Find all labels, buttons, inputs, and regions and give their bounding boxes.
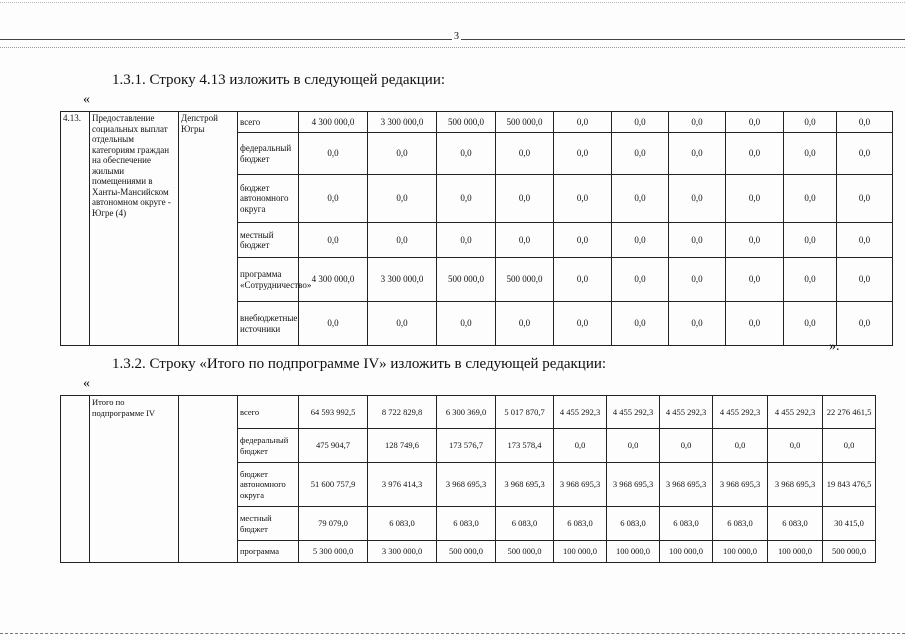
- amount-cell: 100 000,0: [768, 541, 823, 563]
- amount-cell: 6 083,0: [496, 507, 554, 541]
- amount-cell: 0,0: [612, 302, 669, 346]
- table-row: [61, 396, 876, 429]
- amount-cell: 0,0: [726, 133, 784, 175]
- amount-cell: 100 000,0: [607, 541, 660, 563]
- amount-cell: 0,0: [669, 175, 726, 223]
- amount-cell: 0,0: [554, 112, 612, 133]
- amount-cell: 0,0: [784, 112, 837, 133]
- amount-cell: 0,0: [726, 223, 784, 258]
- activity-cell: Предоставление социальных выплат отдельным категориям граждан на обеспечение жилыми помещениями в Ханты-Мансийском автономном округе - Югре (4): [90, 112, 179, 346]
- page-header-dotted-rule: [0, 47, 905, 48]
- amount-cell: 4 455 292,3: [713, 396, 768, 429]
- section-1-close-quote: ».: [829, 339, 840, 354]
- amount-cell: 3 300 000,0: [368, 112, 437, 133]
- amount-cell: 0,0: [612, 258, 669, 302]
- section-1-heading: 1.3.1. Строку 4.13 изложить в следующей редакции:: [112, 72, 446, 88]
- amount-cell: 3 300 000,0: [368, 541, 437, 563]
- amount-cell: 3 300 000,0: [368, 258, 437, 302]
- amount-cell: 500 000,0: [437, 258, 496, 302]
- amount-cell: 0,0: [837, 112, 893, 133]
- funding-source-cell: всего: [238, 112, 299, 133]
- amount-cell: 500 000,0: [496, 258, 554, 302]
- page-number: 3: [454, 31, 459, 42]
- amount-cell: 0,0: [837, 175, 893, 223]
- amount-cell: 0,0: [837, 258, 893, 302]
- amount-cell: 3 968 695,3: [554, 463, 607, 507]
- amount-cell: 0,0: [299, 223, 368, 258]
- amount-cell: 0,0: [368, 302, 437, 346]
- amount-cell: 4 455 292,3: [554, 396, 607, 429]
- amount-cell: 475 904,7: [299, 429, 368, 463]
- amount-cell: 0,0: [437, 175, 496, 223]
- amount-cell: 3 968 695,3: [437, 463, 496, 507]
- scan-artifact-line: [0, 2, 905, 3]
- amount-cell: 3 968 695,3: [713, 463, 768, 507]
- amount-cell: 3 976 414,3: [368, 463, 437, 507]
- amount-cell: 22 276 461,5: [823, 396, 876, 429]
- amount-cell: 0,0: [299, 302, 368, 346]
- amount-cell: 0,0: [554, 133, 612, 175]
- amount-cell: 79 079,0: [299, 507, 368, 541]
- amount-cell: 0,0: [660, 429, 713, 463]
- amount-cell: 0,0: [612, 223, 669, 258]
- executor-cell: Депстрой Югры: [179, 112, 238, 346]
- amount-cell: 0,0: [612, 112, 669, 133]
- page-footer-rule: [0, 633, 905, 634]
- amount-cell: 6 083,0: [368, 507, 437, 541]
- amount-cell: 0,0: [669, 223, 726, 258]
- amount-cell: 0,0: [368, 175, 437, 223]
- amount-cell: 0,0: [368, 223, 437, 258]
- amount-cell: 0,0: [837, 302, 893, 346]
- amount-cell: 128 749,6: [368, 429, 437, 463]
- amount-cell: 0,0: [669, 302, 726, 346]
- amount-cell: 0,0: [726, 175, 784, 223]
- amount-cell: 173 578,4: [496, 429, 554, 463]
- amount-cell: 0,0: [726, 302, 784, 346]
- amount-cell: 6 083,0: [660, 507, 713, 541]
- funding-source-cell: бюджет автономного округа: [238, 463, 299, 507]
- amount-cell: 0,0: [437, 133, 496, 175]
- amount-cell: 0,0: [368, 133, 437, 175]
- amount-cell: 4 455 292,3: [607, 396, 660, 429]
- empty-number-cell: [61, 396, 90, 563]
- amount-cell: 100 000,0: [713, 541, 768, 563]
- amount-cell: 0,0: [669, 112, 726, 133]
- amount-cell: 8 722 829,8: [368, 396, 437, 429]
- amount-cell: 0,0: [784, 302, 837, 346]
- amount-cell: 500 000,0: [496, 112, 554, 133]
- funding-source-cell: местный бюджет: [238, 223, 299, 258]
- amount-cell: 500 000,0: [823, 541, 876, 563]
- amount-cell: 0,0: [784, 258, 837, 302]
- table-row: [61, 112, 893, 133]
- table-subprogram-iv-total: [60, 395, 876, 563]
- amount-cell: 500 000,0: [437, 112, 496, 133]
- amount-cell: 64 593 992,5: [299, 396, 368, 429]
- empty-executor-cell: [179, 396, 238, 563]
- funding-source-cell: внебюджетные источники: [238, 302, 299, 346]
- funding-source-cell: программа: [238, 541, 299, 563]
- funding-source-cell: федеральный бюджет: [238, 429, 299, 463]
- funding-source-cell: федеральный бюджет: [238, 133, 299, 175]
- amount-cell: 0,0: [607, 429, 660, 463]
- amount-cell: 100 000,0: [554, 541, 607, 563]
- amount-cell: 0,0: [837, 133, 893, 175]
- amount-cell: 0,0: [726, 258, 784, 302]
- amount-cell: 6 083,0: [554, 507, 607, 541]
- amount-cell: 0,0: [669, 133, 726, 175]
- amount-cell: 0,0: [554, 223, 612, 258]
- amount-cell: 0,0: [554, 175, 612, 223]
- amount-cell: 0,0: [784, 175, 837, 223]
- amount-cell: 0,0: [299, 175, 368, 223]
- amount-cell: 0,0: [612, 133, 669, 175]
- amount-cell: 4 455 292,3: [660, 396, 713, 429]
- amount-cell: 0,0: [554, 302, 612, 346]
- section-1-open-quote: «: [83, 92, 90, 107]
- amount-cell: 6 083,0: [607, 507, 660, 541]
- amount-cell: 0,0: [784, 133, 837, 175]
- amount-cell: 30 415,0: [823, 507, 876, 541]
- amount-cell: 0,0: [496, 302, 554, 346]
- amount-cell: 4 300 000,0: [299, 258, 368, 302]
- funding-source-cell: программа «Сотрудничество»: [238, 258, 299, 302]
- amount-cell: 3 968 695,3: [607, 463, 660, 507]
- amount-cell: 5 017 870,7: [496, 396, 554, 429]
- amount-cell: 0,0: [713, 429, 768, 463]
- section-2-open-quote: «: [83, 376, 90, 391]
- amount-cell: 0,0: [299, 133, 368, 175]
- table-row-4-13: [60, 111, 893, 346]
- amount-cell: 0,0: [437, 302, 496, 346]
- amount-cell: 0,0: [726, 112, 784, 133]
- amount-cell: 3 968 695,3: [660, 463, 713, 507]
- amount-cell: 0,0: [437, 223, 496, 258]
- amount-cell: 5 300 000,0: [299, 541, 368, 563]
- amount-cell: 500 000,0: [496, 541, 554, 563]
- funding-source-cell: бюджет автономного округа: [238, 175, 299, 223]
- amount-cell: 51 600 757,9: [299, 463, 368, 507]
- amount-cell: 500 000,0: [437, 541, 496, 563]
- amount-cell: 0,0: [612, 175, 669, 223]
- amount-cell: 4 300 000,0: [299, 112, 368, 133]
- amount-cell: 19 843 476,5: [823, 463, 876, 507]
- amount-cell: 3 968 695,3: [768, 463, 823, 507]
- amount-cell: 6 300 369,0: [437, 396, 496, 429]
- amount-cell: 6 083,0: [713, 507, 768, 541]
- amount-cell: 173 576,7: [437, 429, 496, 463]
- amount-cell: 0,0: [669, 258, 726, 302]
- amount-cell: 0,0: [554, 429, 607, 463]
- section-2-heading: 1.3.2. Строку «Итого по подпрограмме IV» изложить в следующей редакции:: [112, 356, 607, 372]
- amount-cell: 0,0: [823, 429, 876, 463]
- amount-cell: 4 455 292,3: [768, 396, 823, 429]
- amount-cell: 0,0: [837, 223, 893, 258]
- funding-source-cell: всего: [238, 396, 299, 429]
- row-number-cell: 4.13.: [61, 112, 90, 346]
- amount-cell: 6 083,0: [768, 507, 823, 541]
- amount-cell: 0,0: [496, 133, 554, 175]
- total-label-cell: Итого по подпрограмме IV: [90, 396, 179, 563]
- amount-cell: 6 083,0: [437, 507, 496, 541]
- amount-cell: 3 968 695,3: [496, 463, 554, 507]
- amount-cell: 0,0: [496, 223, 554, 258]
- amount-cell: 0,0: [554, 258, 612, 302]
- funding-source-cell: местный бюджет: [238, 507, 299, 541]
- amount-cell: 100 000,0: [660, 541, 713, 563]
- amount-cell: 0,0: [784, 223, 837, 258]
- amount-cell: 0,0: [496, 175, 554, 223]
- amount-cell: 0,0: [768, 429, 823, 463]
